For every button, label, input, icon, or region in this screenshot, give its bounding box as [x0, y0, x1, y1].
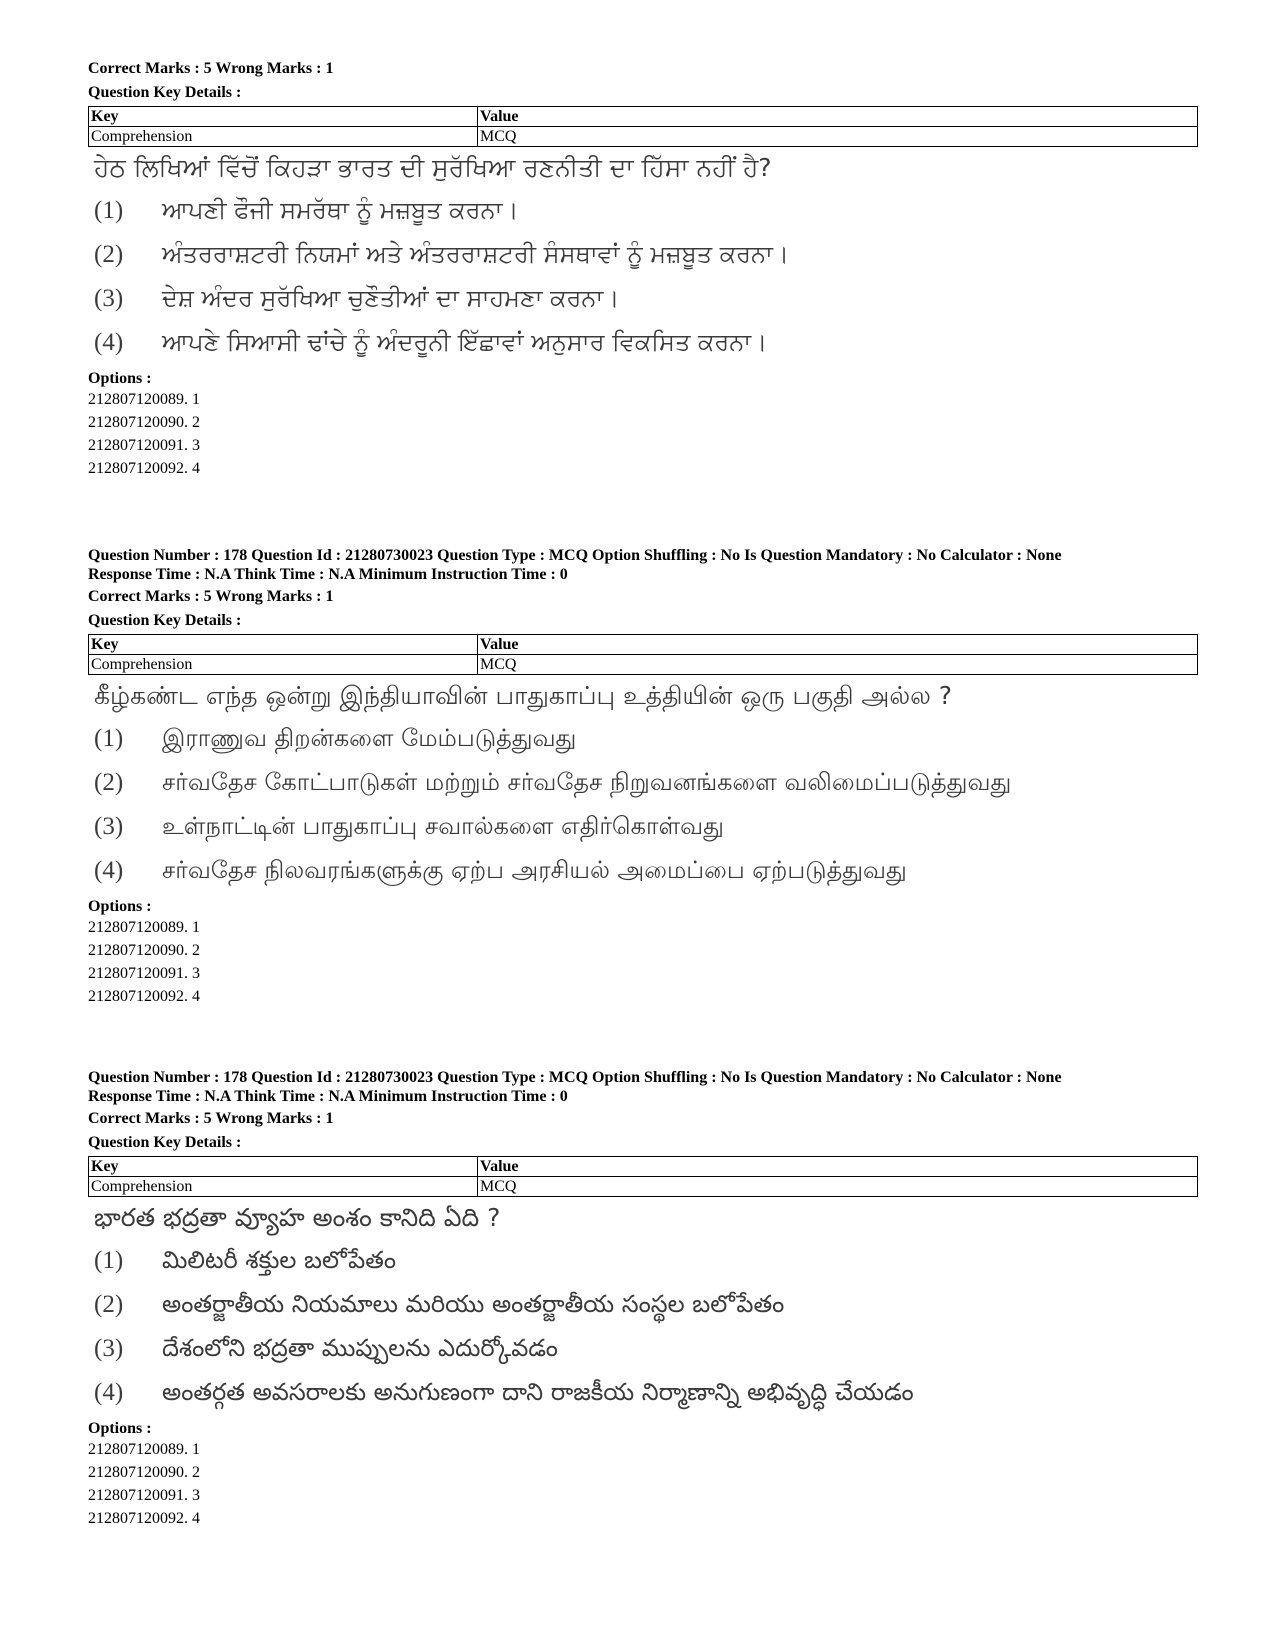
table-header-row [89, 635, 1198, 655]
option-id-line: 212807120091. 3 [88, 1487, 200, 1504]
question-content [88, 1201, 1200, 1410]
table-header-key: Key [89, 107, 478, 127]
question-text: ਹੇਠ ਲਿਖਿਆਂ ਵਿੱਚੋਂ ਕਿਹੜਾ ਭਾਰਤ ਦੀ ਸੁਰੱਖਿਆ ਰਣਨੀਤੀ ਦਾ ਹਿੱਸਾ ਨਹੀਂ ਹੈ? [94, 153, 772, 182]
option-number: (2) [94, 1291, 124, 1318]
table-cell-key: Comprehension [89, 1177, 478, 1197]
option-text: சர்வதேச கோட்பாடுகள் மற்றும் சர்வதேச நிறுவனங்களை வலிமைப்படுத்துவது [162, 768, 1012, 796]
question-option [94, 809, 1200, 844]
table-cell-value: MCQ [478, 127, 1198, 147]
option-id-line: 212807120092. 4 [88, 1510, 200, 1527]
table-row [89, 127, 1198, 147]
table-header-row [89, 107, 1198, 127]
option-id-line: 212807120092. 4 [88, 460, 200, 477]
question-header: Question Number : 178 Question Id : 21280730023 Question Type : MCQ Option Shuffling : No Is Question Mandatory : No Calculator : None [88, 1069, 1062, 1086]
table-header-key: Key [89, 635, 478, 655]
table-cell-key: Comprehension [89, 655, 478, 675]
options-label: Options : [88, 1420, 152, 1437]
option-id-line: 212807120090. 2 [88, 942, 200, 959]
option-text: ਆਪਣੇ ਸਿਆਸੀ ਢਾਂਚੇ ਨੂੰ ਅੰਦਰੂਨੀ ਇੱਛਾਵਾਂ ਅਨੁਸਾਰ ਵਿਕਸਿਤ ਕਰਨਾ। [162, 328, 768, 356]
question-option [94, 1243, 1200, 1278]
options-label: Options : [88, 370, 152, 387]
table-row [89, 1177, 1198, 1197]
table-cell-key: Comprehension [89, 127, 478, 147]
key-value-table [88, 1156, 1198, 1197]
response-time-line: Response Time : N.A Think Time : N.A Minimum Instruction Time : 0 [88, 566, 568, 583]
option-text: దేశంలోని భద్రతా ముప్పులను ఎదుర్కోవడం [162, 1334, 558, 1362]
question-text: భారత భద్రతా వ్యూహ అంశం కానిది ఏది ? [94, 1203, 501, 1232]
option-id-line: 212807120089. 1 [88, 391, 200, 408]
marks-line: Correct Marks : 5 Wrong Marks : 1 [88, 1110, 334, 1127]
table-cell-value: MCQ [478, 655, 1198, 675]
question-option [94, 721, 1200, 756]
key-details-label: Question Key Details : [88, 612, 242, 629]
question-block [88, 546, 1200, 1008]
option-number: (1) [94, 725, 124, 752]
option-number: (2) [94, 241, 124, 268]
option-text: ਆਪਣੀ ਫੌਜੀ ਸਮਰੱਥਾ ਨੂੰ ਮਜ਼ਬੂਤ ਕਰਨਾ। [162, 196, 519, 224]
option-id-line: 212807120091. 3 [88, 965, 200, 982]
question-option [94, 325, 1200, 360]
question-option [94, 237, 1200, 272]
option-id-line: 212807120090. 2 [88, 1464, 200, 1481]
key-details-label: Question Key Details : [88, 1134, 242, 1151]
response-time-line: Response Time : N.A Think Time : N.A Minimum Instruction Time : 0 [88, 1088, 568, 1105]
option-number: (3) [94, 813, 124, 840]
key-details-label: Question Key Details : [88, 84, 242, 101]
question-block [88, 1068, 1200, 1530]
option-text: ਅੰਤਰਰਾਸ਼ਟਰੀ ਨਿਯਮਾਂ ਅਤੇ ਅੰਤਰਰਾਸ਼ਟਰੀ ਸੰਸਥਾਵਾਂ ਨੂੰ ਮਜ਼ਬੂਤ ਕਰਨਾ। [162, 240, 790, 268]
option-number: (4) [94, 1379, 124, 1406]
question-option [94, 281, 1200, 316]
key-value-table [88, 106, 1198, 147]
option-id-line: 212807120092. 4 [88, 988, 200, 1005]
option-number: (4) [94, 329, 124, 356]
options-label: Options : [88, 898, 152, 915]
question-content [88, 151, 1200, 360]
table-row [89, 655, 1198, 675]
table-header-value: Value [478, 107, 1198, 127]
option-text: இராணுவ திறன்களை மேம்படுத்துவது [162, 724, 577, 752]
table-cell-value: MCQ [478, 1177, 1198, 1197]
question-text: கீழ்கண்ட எந்த ஒன்று இந்தியாவின் பாதுகாப்பு உத்தியின் ஒரு பகுதி அல்ல ? [94, 681, 953, 710]
option-number: (4) [94, 857, 124, 884]
option-text: అంతర్గత అవసరాలకు అనుగుణంగా దాని రాజకీయ నిర్మాణాన్ని అభివృద్ధి చేయడం [162, 1378, 914, 1406]
table-header-key: Key [89, 1157, 478, 1177]
table-header-row [89, 1157, 1198, 1177]
option-text: మిలిటరీ శక్తుల బలోపేతం [162, 1246, 397, 1274]
question-option [94, 193, 1200, 228]
option-id-line: 212807120089. 1 [88, 1441, 200, 1458]
table-header-value: Value [478, 1157, 1198, 1177]
question-option [94, 853, 1200, 888]
option-number: (3) [94, 285, 124, 312]
marks-line: Correct Marks : 5 Wrong Marks : 1 [88, 588, 334, 605]
option-number: (2) [94, 769, 124, 796]
option-text: உள்நாட்டின் பாதுகாப்பு சவால்களை எதிர்கொள்வது [162, 812, 724, 840]
option-text: ਦੇਸ਼ ਅੰਦਰ ਸੁਰੱਖਿਆ ਚੁਣੌਤੀਆਂ ਦਾ ਸਾਹਮਣਾ ਕਰਨਾ। [162, 284, 620, 312]
option-id-line: 212807120091. 3 [88, 437, 200, 454]
option-number: (1) [94, 1247, 124, 1274]
question-option [94, 765, 1200, 800]
question-option [94, 1287, 1200, 1322]
option-id-line: 212807120089. 1 [88, 919, 200, 936]
option-id-line: 212807120090. 2 [88, 414, 200, 431]
question-option [94, 1331, 1200, 1366]
option-number: (1) [94, 197, 124, 224]
option-text: சர்வதேச நிலவரங்களுக்கு ஏற்ப அரசியல் அமைப்பை ஏற்படுத்துவது [162, 856, 907, 884]
key-value-table [88, 634, 1198, 675]
marks-line: Correct Marks : 5 Wrong Marks : 1 [88, 60, 334, 77]
question-block [88, 59, 1200, 480]
question-content [88, 679, 1200, 888]
option-number: (3) [94, 1335, 124, 1362]
table-header-value: Value [478, 635, 1198, 655]
option-text: అంతర్జాతీయ నియమాలు మరియు అంతర్జాతీయ సంస్థల బలోపేతం [162, 1290, 785, 1318]
question-option [94, 1375, 1200, 1410]
question-header: Question Number : 178 Question Id : 21280730023 Question Type : MCQ Option Shuffling : No Is Question Mandatory : No Calculator : None [88, 547, 1062, 564]
